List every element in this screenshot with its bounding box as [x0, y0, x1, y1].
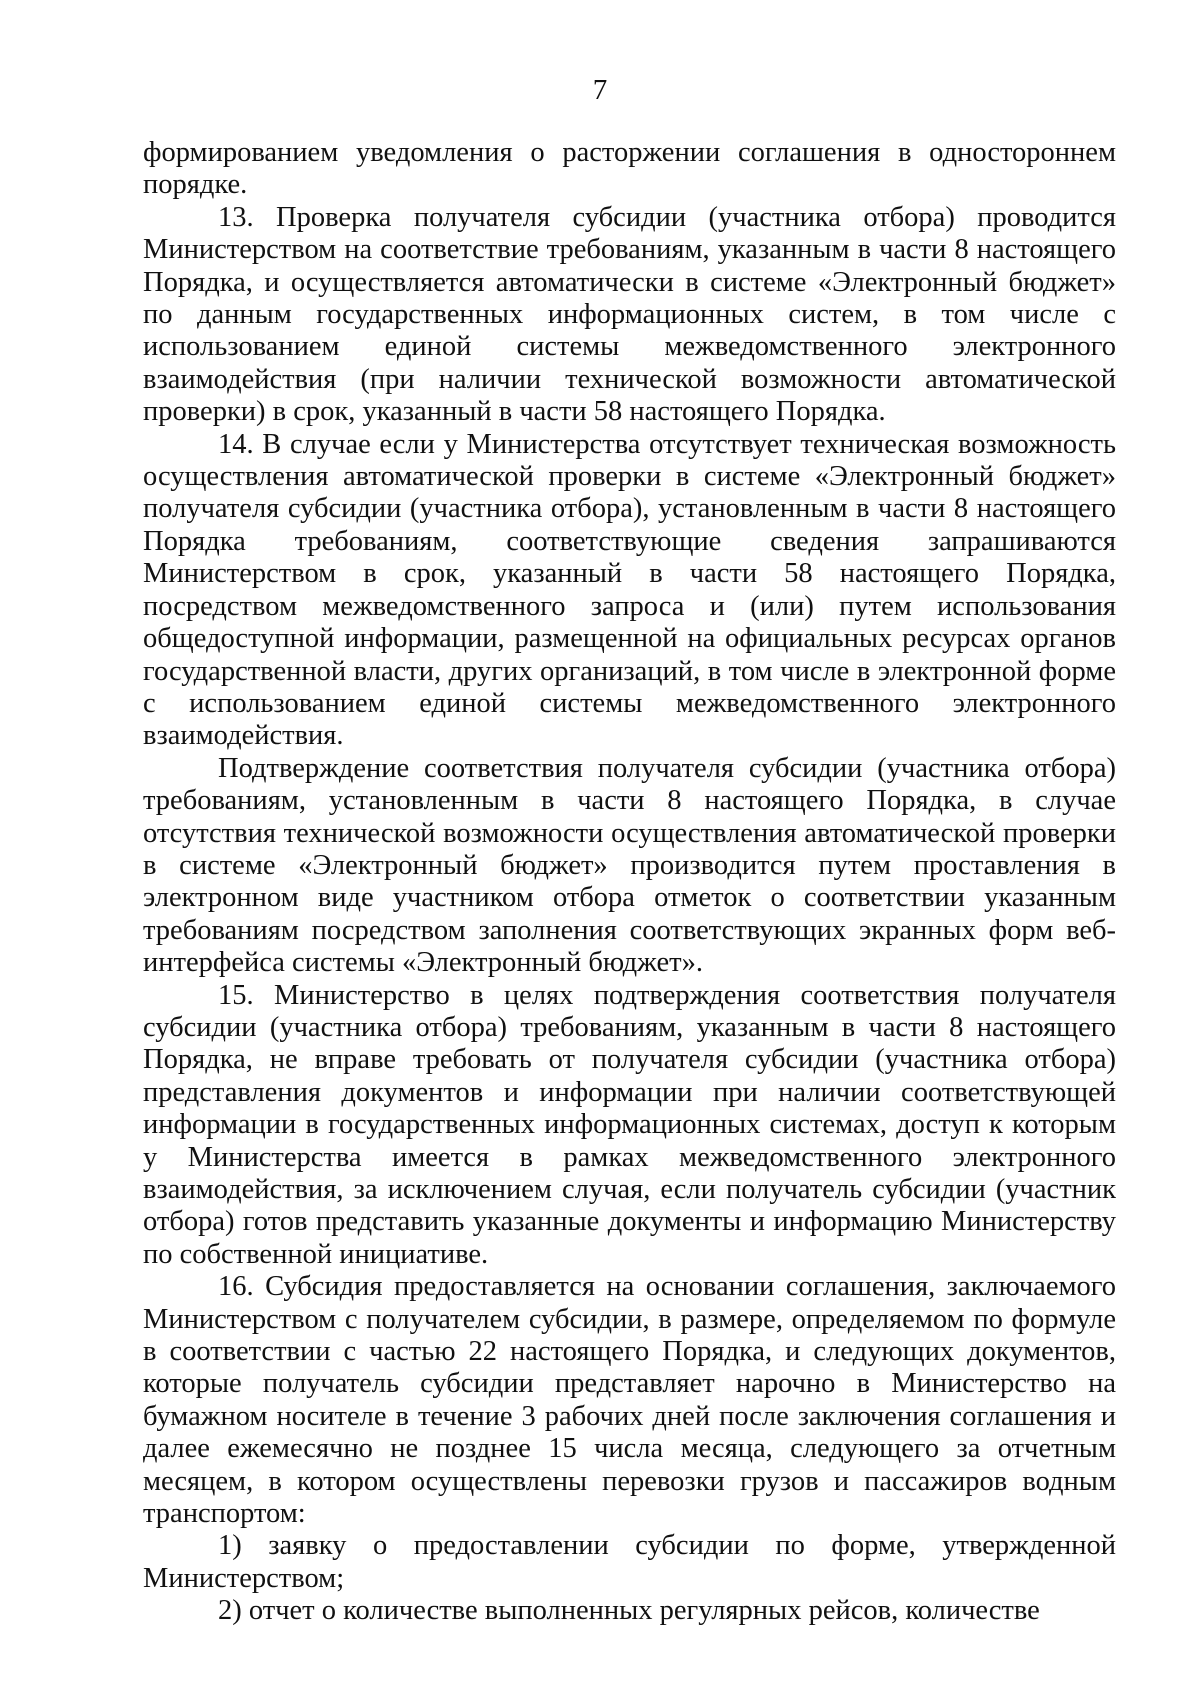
paragraph-15: 15. Министерство в целях подтверждения соответствия получателя субсидии (участника отбора) требованиям, указанным в части 8 настоящего Порядка, не вправе требовать от получателя субсидии (участника отбора) представления документов и информации при наличии соответствующей информации в государственных информационных системах, доступ к которым у Министерства имеется в рамках межведомственного электронного взаимодействия, за исключением случая, если получатель субсидии (участник отбора) готов представить указанные документы и информацию Министерству по собственной инициативе.: [143, 979, 1116, 1270]
paragraph-14-confirmation: Подтверждение соответствия получателя субсидии (участника отбора) требованиям, установленным в части 8 настоящего Порядка, в случае отсутствия технической возможности осуществления автоматической проверки в системе «Электронный бюджет» производится путем проставления в электронном виде участником отбора отметок о соответствии указанным требованиям посредством заполнения соответствующих экранных форм веб-интерфейса системы «Электронный бюджет».: [143, 752, 1116, 979]
paragraph-13: 13. Проверка получателя субсидии (участника отбора) проводится Министерством на соответствие требованиям, указанным в части 8 настоящего Порядка, и осуществляется автоматически в системе «Электронный бюджет» по данным государственных информационных систем, в том числе с использованием единой системы межведомственного электронного взаимодействия (при наличии технической возможности автоматической проверки) в срок, указанный в части 58 настоящего Порядка.: [143, 201, 1116, 428]
paragraph-14: 14. В случае если у Министерства отсутствует техническая возможность осуществления автоматической проверки в системе «Электронный бюджет» получателя субсидии (участника отбора), установленным в части 8 настоящего Порядка требованиям, соответствующие сведения запрашиваются Министерством в срок, указанный в части 58 настоящего Порядка, посредством межведомственного запроса и (или) путем использования общедоступной информации, размещенной на официальных ресурсах органов государственной власти, других организаций, в том числе в электронной форме с использованием единой системы межведомственного электронного взаимодействия.: [143, 428, 1116, 752]
document-body: [143, 137, 1116, 1628]
list-item-1: 1) заявку о предоставлении субсидии по форме, утвержденной Министерством;: [143, 1530, 1116, 1594]
paragraph-continuation: формированием уведомления о расторжении соглашения в одностороннем порядке.: [143, 137, 1116, 201]
list-item-2: 2) отчет о количестве выполненных регулярных рейсов, количестве: [218, 1595, 1040, 1627]
paragraph-16: 16. Субсидия предоставляется на основании соглашения, заключаемого Министерством с получателем субсидии, в размере, определяемом по формуле в соответствии с частью 22 настоящего Порядка, и следующих документов, которые получатель субсидии представляет нарочно в Министерство на бумажном носителе в течение 3 рабочих дней после заключения соглашения и далее ежемесячно не позднее 15 числа месяца, следующего за отчетным месяцем, в котором осуществлены перевозки грузов и пассажиров водным транспортом:: [143, 1271, 1116, 1530]
page-number: 7: [592, 74, 608, 106]
